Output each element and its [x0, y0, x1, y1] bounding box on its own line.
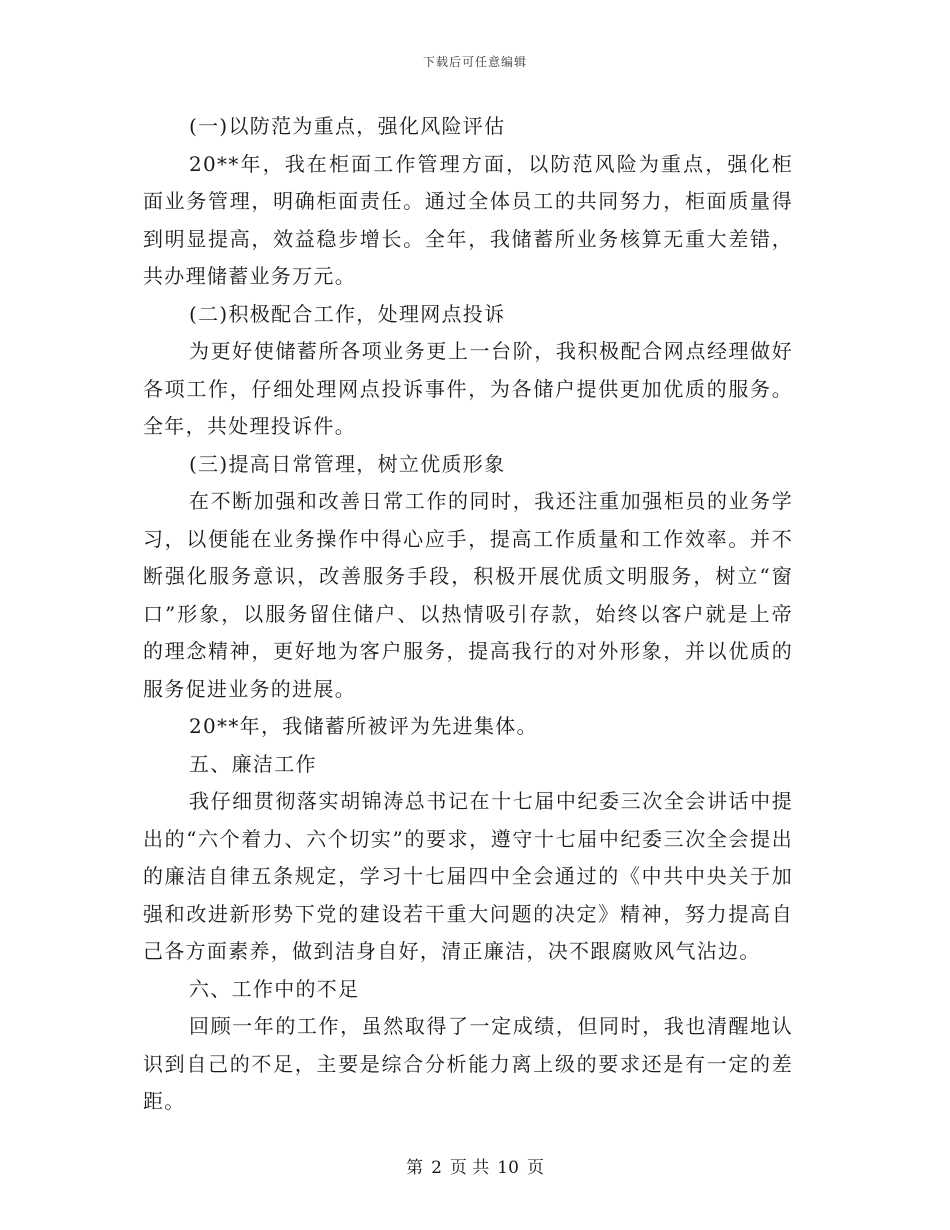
paragraph-shortcomings: 回顾一年的工作，虽然取得了一定成绩，但同时，我也清醒地认识到自己的不足，主要是综合分析能力离上级的要求还是有一定的差距。 — [143, 1014, 793, 1113]
heading-section-3: (三)提高日常管理，树立优质形象 — [189, 451, 506, 476]
paragraph-section-2: 为更好使储蓄所各项业务更上一台阶，我积极配合网点经理做好各项工作，仔细处理网点投诉事件，为各储户提供更加优质的服务。全年，共处理投诉件。 — [143, 339, 793, 438]
heading-integrity: 五、廉洁工作 — [189, 751, 317, 776]
heading-section-1: (一)以防范为重点，强化风险评估 — [189, 114, 506, 138]
page-header: 下载后可任意编辑 — [422, 55, 527, 69]
document-body — [143, 108, 793, 1121]
heading-section-2: (二)积极配合工作，处理网点投诉 — [189, 301, 506, 326]
footer-total-pages: 10 — [497, 1158, 519, 1178]
paragraph-section-1: 20**年，我在柜面工作管理方面，以防范风险为重点，强化柜面业务管理，明确柜面责任。通过全体员工的共同努力，柜面质量得到明显提高，效益稳步增长。全年，我储蓄所业务核算无重大差错，共办理储蓄业务万元。 — [143, 151, 793, 288]
page-footer — [0, 1153, 950, 1178]
footer-page-number: 2 — [431, 1158, 442, 1178]
footer-suffix: 页 — [526, 1158, 544, 1178]
paragraph-award: 20**年，我储蓄所被评为先进集体。 — [189, 714, 538, 738]
paragraph-section-3: 在不断加强和改善日常工作的同时，我还注重加强柜员的业务学习，以便能在业务操作中得心应手，提高工作质量和工作效率。并不断强化服务意识，改善服务手段，积极开展优质文明服务，树立“窗口”形象，以服务留住储户、以热情吸引存款，始终以客户就是上帝的理念精神，更好地为客户服务，提高我行的对外形象，并以优质的服务促进业务的进展。 — [143, 489, 793, 701]
heading-shortcomings: 六、工作中的不足 — [189, 976, 360, 1001]
paragraph-integrity: 我仔细贯彻落实胡锦涛总书记在十七届中纪委三次全会讲话中提出的“六个着力、六个切实”的要求，遵守十七届中纪委三次全会提出的廉洁自律五条规定，学习十七届四中全会通过的《中共中央关于加强和改进新形势下党的建设若干重大问题的决定》精神，努力提高自己各方面素养，做到洁身自好，清正廉洁，决不跟腐败风气沾边。 — [143, 789, 793, 963]
footer-prefix: 第 — [406, 1158, 424, 1178]
footer-middle: 页 共 — [449, 1158, 490, 1178]
